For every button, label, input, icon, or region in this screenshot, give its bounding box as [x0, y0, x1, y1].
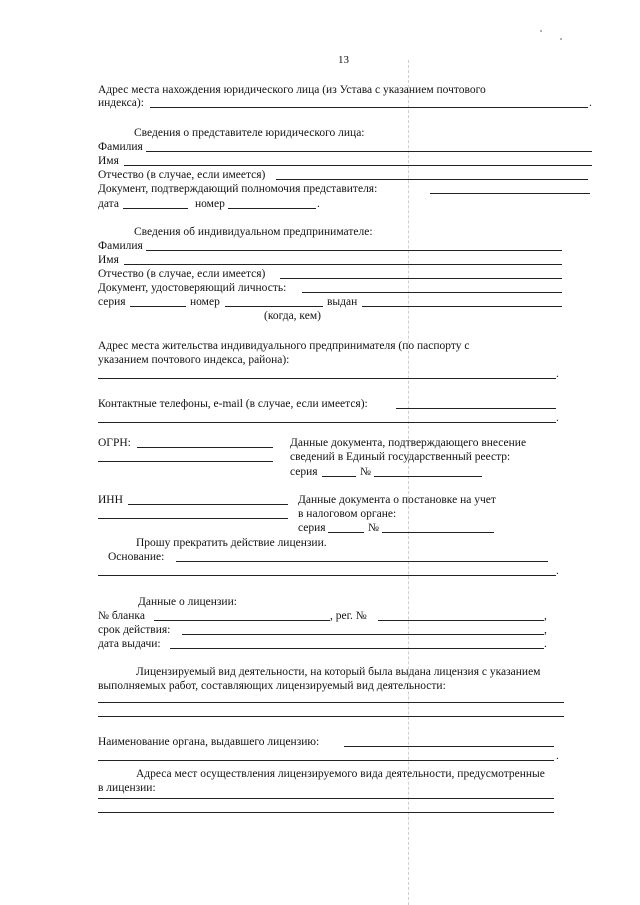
- ent-number-field[interactable]: [225, 306, 323, 307]
- places-label-cont: в лицензии:: [98, 782, 156, 794]
- issue-date-label: дата выдачи:: [98, 638, 161, 650]
- contacts-field-2[interactable]: [98, 422, 556, 423]
- rep-patronymic-field[interactable]: [276, 179, 588, 180]
- ent-issued-label: выдан: [327, 296, 358, 308]
- end-period: .: [556, 412, 559, 424]
- reg-no-field[interactable]: [378, 620, 544, 621]
- comma: ,: [544, 624, 547, 636]
- rep-number-label: номер: [195, 198, 225, 210]
- ent-series-field[interactable]: [130, 306, 186, 307]
- ogrn-doc-label-cont: сведений в Единый государственный реестр:: [290, 451, 511, 463]
- ogrn-series-field[interactable]: [322, 476, 356, 477]
- entrepreneur-heading: Сведения об индивидуальном предпринимателе:: [134, 226, 373, 238]
- representative-heading: Сведения о представителе юридического лица:: [134, 127, 365, 139]
- activity-label: Лицензируемый вид деятельности, на который была выдана лицензия с указанием: [136, 666, 541, 678]
- ent-surname-field[interactable]: [146, 250, 562, 251]
- rep-document-label: Документ, подтверждающий полномочия представителя:: [98, 183, 378, 195]
- blank-no-field[interactable]: [154, 620, 330, 621]
- ogrn-label: ОГРН:: [98, 437, 131, 449]
- ent-identity-field[interactable]: [302, 292, 562, 293]
- rep-name-label: Имя: [98, 155, 119, 167]
- activity-field-2[interactable]: [98, 716, 564, 717]
- places-field[interactable]: [98, 798, 554, 799]
- comma: ,: [544, 610, 547, 622]
- activity-label-cont: выполняемых работ, составляющих лицензируемый вид деятельности:: [98, 680, 446, 692]
- ogrn-number-label: №: [360, 466, 371, 478]
- inn-doc-label: Данные документа о постановке на учет: [298, 494, 496, 506]
- ent-patronymic-label: Отчество (в случае, если имеется): [98, 268, 266, 280]
- ent-number-label: номер: [190, 296, 220, 308]
- contacts-label: Контактные телефоны, e-mail (в случае, если имеется):: [98, 398, 368, 410]
- residence-label: Адрес места жительства индивидуального предпринимателя (по паспорту с: [98, 340, 470, 352]
- scan-speck: [540, 30, 542, 32]
- inn-series-field[interactable]: [328, 532, 364, 533]
- legal-address-label-cont: индекса):: [98, 97, 144, 109]
- rep-surname-field[interactable]: [146, 151, 592, 152]
- blank-no-label: № бланка: [98, 610, 145, 622]
- basis-field[interactable]: [176, 561, 548, 562]
- rep-document-field[interactable]: [430, 193, 590, 194]
- activity-field[interactable]: [98, 702, 564, 703]
- ent-patronymic-field[interactable]: [280, 278, 562, 279]
- contacts-field[interactable]: [396, 408, 556, 409]
- ent-name-label: Имя: [98, 254, 119, 266]
- rep-number-field[interactable]: [228, 208, 316, 209]
- ent-identity-label: Документ, удостоверяющий личность:: [98, 282, 287, 294]
- issuer-field-2[interactable]: [98, 760, 554, 761]
- validity-field[interactable]: [182, 634, 544, 635]
- ent-name-field[interactable]: [124, 264, 562, 265]
- inn-series-label: серия: [298, 522, 326, 534]
- residence-field[interactable]: [98, 378, 556, 379]
- rep-surname-label: Фамилия: [98, 141, 143, 153]
- issuer-field[interactable]: [344, 746, 554, 747]
- residence-label-cont: указанием почтового индекса, района):: [98, 354, 290, 366]
- rep-date-field[interactable]: [123, 208, 188, 209]
- rep-patronymic-label: Отчество (в случае, если имеется): [98, 169, 266, 181]
- inn-field-2[interactable]: [98, 518, 288, 519]
- rep-name-field[interactable]: [124, 165, 592, 166]
- ent-when-by-hint: (когда, кем): [264, 310, 321, 322]
- validity-label: срок действия:: [98, 624, 171, 636]
- end-period: .: [544, 638, 547, 650]
- ent-issued-field[interactable]: [362, 306, 562, 307]
- end-period: .: [317, 198, 320, 210]
- end-period: .: [589, 97, 592, 109]
- inn-label: ИНН: [98, 494, 123, 506]
- issue-date-field[interactable]: [170, 648, 544, 649]
- ogrn-series-label: серия: [290, 466, 318, 478]
- issuer-label: Наименование органа, выдавшего лицензию:: [98, 736, 320, 748]
- ogrn-field-2[interactable]: [98, 461, 273, 462]
- legal-address-field[interactable]: [150, 107, 588, 108]
- places-label: Адреса мест осуществления лицензируемого вида деятельности, предусмотренные: [136, 768, 545, 780]
- ogrn-doc-label: Данные документа, подтверждающего внесение: [290, 437, 527, 449]
- inn-number-label: №: [368, 522, 379, 534]
- end-period: .: [556, 750, 559, 762]
- legal-address-label: Адрес места нахождения юридического лица (из Устава с указанием почтового: [98, 84, 486, 96]
- reg-no-label: , рег. №: [330, 610, 367, 622]
- end-period: .: [556, 565, 559, 577]
- ent-series-label: серия: [98, 296, 126, 308]
- inn-doc-label-cont: в налоговом органе:: [298, 508, 397, 520]
- termination-request: Прошу прекратить действие лицензии.: [136, 537, 327, 549]
- page-number: 13: [338, 54, 349, 66]
- rep-date-label: дата: [98, 198, 119, 210]
- scan-speck: [560, 38, 562, 40]
- inn-number-field[interactable]: [382, 532, 494, 533]
- inn-field[interactable]: [128, 504, 288, 505]
- license-heading: Данные о лицензии:: [138, 596, 237, 608]
- basis-field-2[interactable]: [98, 575, 556, 576]
- end-period: .: [556, 368, 559, 380]
- ogrn-number-field[interactable]: [374, 476, 482, 477]
- basis-label: Основание:: [108, 551, 165, 563]
- places-field-2[interactable]: [98, 812, 554, 813]
- ogrn-field[interactable]: [137, 447, 273, 448]
- ent-surname-label: Фамилия: [98, 240, 143, 252]
